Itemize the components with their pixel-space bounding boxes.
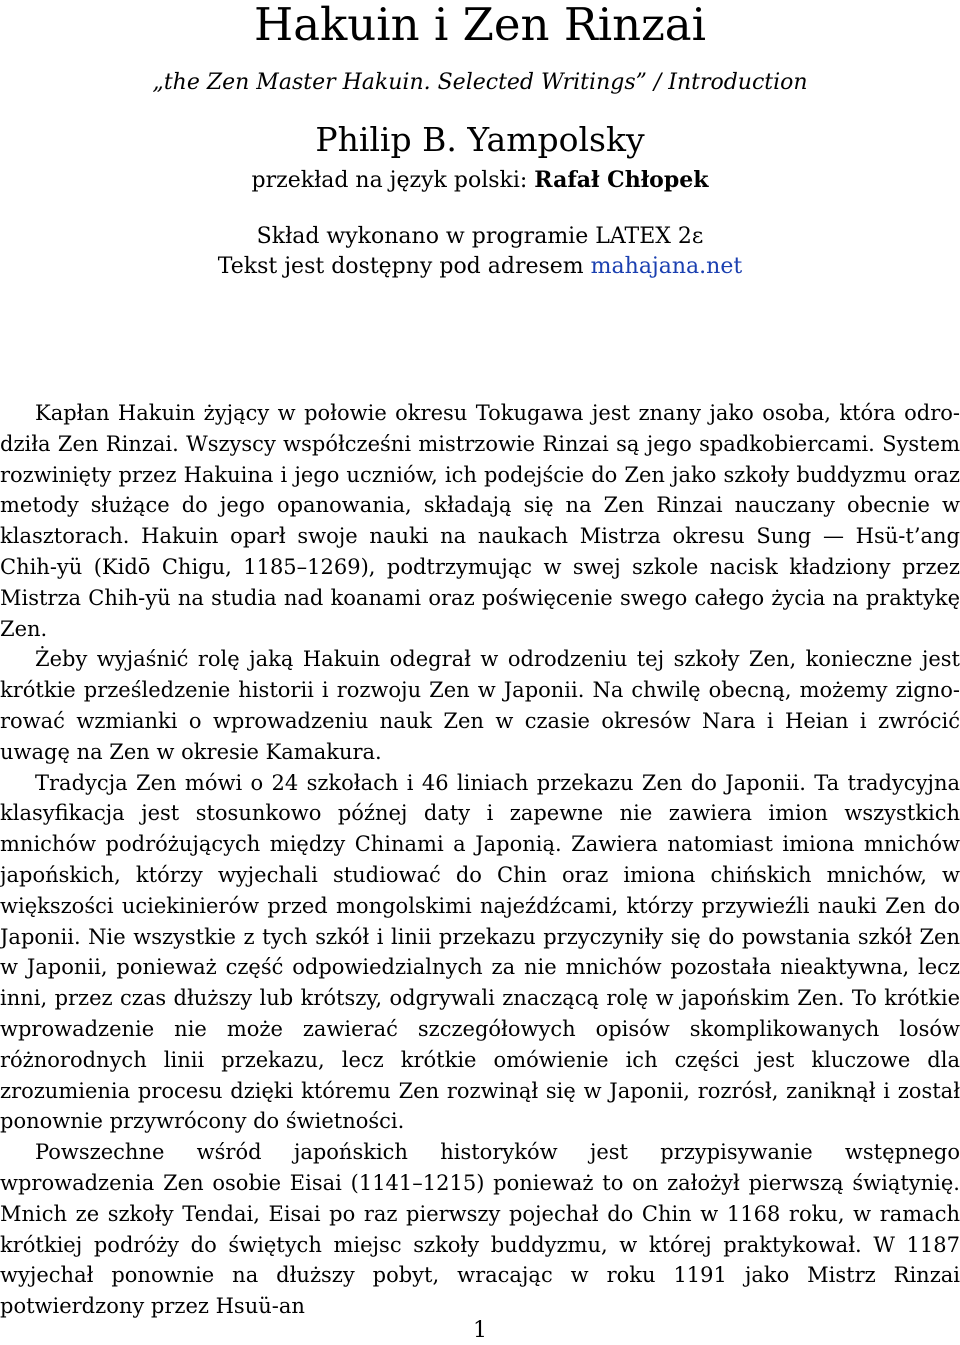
page-number: 1 — [473, 1318, 487, 1343]
translator-prefix: przekład na język polski: — [251, 168, 535, 193]
paragraph: Żeby wyjaśnić rolę jaką Hakuin odegrał w odrodzeniu tej szkoły Zen, konieczne jest krótkie prześledzenie historii i rozwoju Zen w Japonii. Na chwilę obecną, możemy zignorować wzmianki o wprowadzeniu nauk Zen w czasie okresów Nara i Heian i zwrócić uwagę na Zen w okresie Kamakura. — [0, 647, 960, 764]
availability-prefix: Tekst jest dostępny pod adresem — [217, 254, 591, 279]
paragraph: Kapłan Hakuin żyjący w połowie okresu Tokugawa jest znany jako osoba, która odrodziła Zen Rinzai. Wszyscy współcześni mistrzowie Rinzai są jego spadkobiercami. System rozwinięty przez Hakuina i jego uczniów, ich podejście do Zen jako szkoły buddyzmu oraz metody służące do jego opanowania, składają się na Zen Rinzai nauczany obecnie w klasztorach. Hakuin oparł swoje nauki na naukach Mistrza okresu Sung — Hsü-t’ang Chih-yü (Kidō Chigu, 1185–1269), podtrzymując w swej szkole nacisk kładziony przez Mistrza Chih-yü na studia nad koanami oraz poświęcenie swego całego życia na praktykę Zen. — [0, 401, 960, 641]
translator-name: Rafał Chłopek — [534, 167, 709, 193]
paragraph: Powszechne wśród japońskich historyków jest przypisywanie wstępnego wprowadzenia Zen osobie Eisai (1141–1215) ponieważ to on założył pierwszą świątynię. Mnich ze szkoły Tendai, Eisai po raz pierwszy pojechał do Chin w 1168 roku, w ramach krótkiej podróży do świętych miejsc szkoły buddyzmu, w której praktykował. W 1187 wyjechał ponownie na dłuższy pobyt, wracając w roku 1191 jako Mistrz Rinzai potwierdzony przez Hsuü-an — [0, 1140, 960, 1319]
translator-line — [0, 165, 960, 196]
document-title: Hakuin i Zen Rinzai — [253, 0, 707, 51]
paragraph: Tradycja Zen mówi o 24 szkołach i 46 liniach przekazu Zen do Japonii. Ta tradycyjna klasyfikacja jest stosunkowo późnej daty i zapewne nie zawiera imion wszystkich mnichów podróżujących między Chinami a Japonią. Zawiera natomiast imiona mnichów japońskich, którzy wyjechali studiować do Chin oraz imiona chińskich mnichów, w większości uciekinierów przed mongolskimi najeźdźcami, którzy przywieźli nauki Zen do Japonii. Nie wszystkie z tych szkół i linii przekazu przyczyniły się do powstania szkół Zen w Japonii, ponieważ część odpowiedzialnych za nie mnichów pozostała nieaktywna, lecz inni, przez czas dłuższy lub krótszy, odgrywali znaczącą rolę w japońskim Zen. To krótkie wprowadzenie nie może zawierać szczegółowych opisów skomplikowanych losów różnorodnych linii przekazu, lecz krótkie omówienie ich części jest kluczowe dla zrozumienia procesu dzięki któremu Zen rozwinął się w Japonii, rozrósł, zaniknął i został ponownie przywrócony do świetności. — [0, 770, 960, 1134]
website-link[interactable]: mahajana.net — [590, 254, 743, 279]
document-subtitle: „the Zen Master Hakuin. Selected Writings” / Introduction — [152, 70, 808, 95]
body-text — [0, 398, 960, 1322]
availability-line — [0, 252, 960, 282]
typeset-note: Skład wykonano w programie LATEX 2ε — [256, 224, 704, 249]
author-name: Philip B. Yampolsky — [315, 120, 645, 159]
